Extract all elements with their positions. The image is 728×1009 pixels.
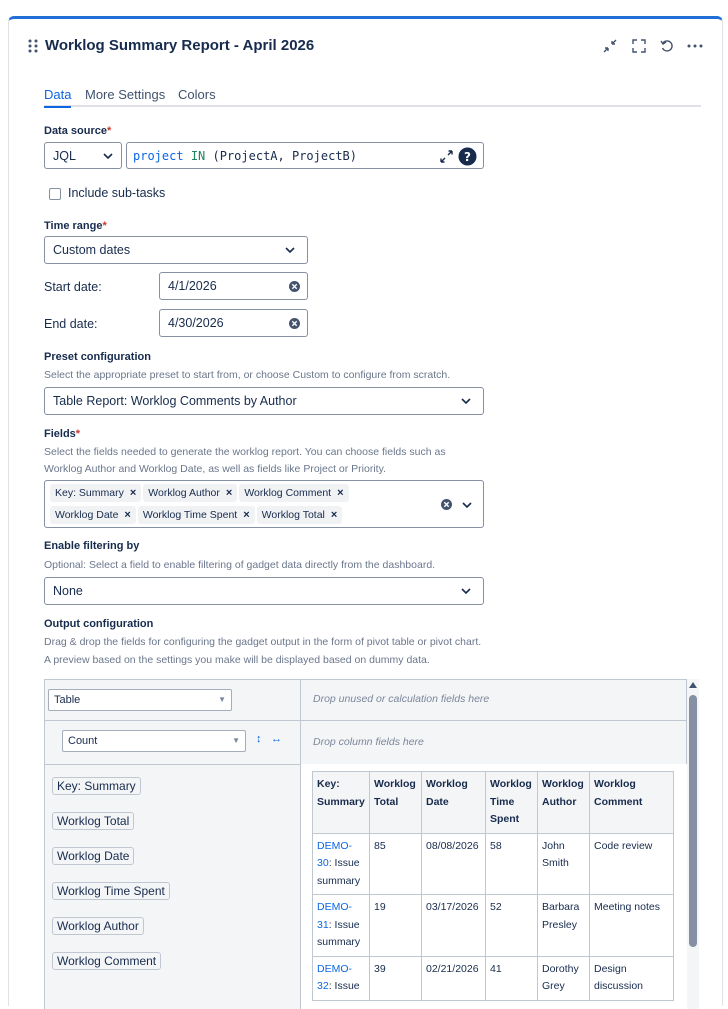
- fields-label: Fields*: [44, 428, 81, 440]
- table-row: [313, 833, 674, 895]
- aggregator-cell: [44, 720, 301, 765]
- column-header: Worklog Total: [370, 772, 422, 834]
- column-fields-drop-area[interactable]: Drop column fields here: [300, 720, 687, 765]
- column-header: Worklog Author: [538, 772, 590, 834]
- worklog-time-spent-cell: 52: [486, 895, 538, 957]
- collapse-icon[interactable]: [601, 37, 619, 55]
- end-date-input[interactable]: 4/30/2026: [159, 309, 308, 337]
- field-tag: Worklog Date ×: [50, 506, 136, 524]
- end-date-label: End date:: [44, 317, 98, 331]
- remove-tag-icon[interactable]: ×: [225, 487, 233, 499]
- filtering-select[interactable]: None: [44, 577, 484, 605]
- include-subtasks-checkbox[interactable]: [49, 188, 61, 200]
- row-field-chip[interactable]: Worklog Date: [52, 847, 134, 865]
- worklog-date-cell: 02/21/2026: [422, 956, 486, 1000]
- clear-icon[interactable]: [289, 318, 300, 329]
- gadget-panel: [8, 16, 723, 1006]
- field-tag: Worklog Author ×: [143, 484, 237, 502]
- help-icon[interactable]: [458, 147, 477, 166]
- jql-operator: IN: [190, 149, 206, 163]
- output-help-line2: A preview based on the settings you make will be displayed based on dummy data.: [44, 654, 430, 666]
- renderer-cell: [44, 679, 301, 721]
- chevron-down-icon: [285, 247, 295, 253]
- jql-values: (ProjectA, ProjectB): [212, 149, 357, 163]
- table-row: [313, 956, 674, 1000]
- chevron-down-icon[interactable]: [462, 502, 472, 508]
- tab-colors[interactable]: Colors: [178, 87, 216, 102]
- chevron-down-icon: [461, 398, 471, 404]
- row-field-chip[interactable]: Worklog Time Spent: [52, 882, 170, 900]
- col-order-icon[interactable]: ↔: [271, 733, 282, 745]
- jql-keyword: project: [133, 149, 184, 163]
- filtering-help: Optional: Select a field to enable filtering of gadget data directly from the dashboard.: [44, 559, 436, 571]
- output-label: Output configuration: [44, 618, 154, 630]
- table-header-row: [313, 772, 674, 834]
- issue-link[interactable]: DEMO- 31: [317, 901, 352, 931]
- worklog-date-cell: 08/08/2026: [422, 833, 486, 895]
- remove-tag-icon[interactable]: ×: [330, 509, 338, 521]
- issue-link[interactable]: DEMO- 30: [317, 839, 352, 869]
- worklog-total-cell: 19: [370, 895, 422, 957]
- chevron-down-icon: [103, 153, 113, 159]
- expand-icon[interactable]: [440, 150, 453, 163]
- preview-table-area: [300, 764, 687, 1009]
- field-tag: Key: Summary ×: [50, 484, 141, 502]
- fields-multiselect[interactable]: [44, 480, 484, 528]
- row-order-icon[interactable]: ↕: [256, 733, 262, 745]
- worklog-time-spent-cell: 41: [486, 956, 538, 1000]
- aggregator-select[interactable]: Count ▼: [62, 730, 246, 752]
- unused-fields-drop-area[interactable]: Drop unused or calculation fields here: [300, 679, 687, 721]
- tab-data[interactable]: Data: [44, 87, 71, 108]
- worklog-date-cell: 03/17/2026: [422, 895, 486, 957]
- row-fields-area: [44, 764, 301, 1009]
- tab-more-settings[interactable]: More Settings: [85, 87, 166, 102]
- issue-link[interactable]: DEMO- 32: [317, 962, 352, 992]
- preset-help: Select the appropriate preset to start from, or choose Custom to configure from scratch.: [44, 369, 451, 381]
- dropdown-arrow-icon: ▼: [218, 695, 226, 704]
- drag-handle-icon[interactable]: [27, 39, 39, 53]
- worklog-comment-cell: Design discussion: [590, 956, 674, 1000]
- worklog-author-cell: Barbara Presley: [538, 895, 590, 957]
- row-field-chip[interactable]: Worklog Total: [52, 812, 134, 830]
- fields-help-line2: Worklog Author and Worklog Date, as well as fields like Project or Priority.: [44, 463, 386, 475]
- worklog-time-spent-cell: 58: [486, 833, 538, 895]
- time-range-label: Time range*: [44, 220, 107, 232]
- data-source-type-select[interactable]: JQL: [44, 142, 122, 169]
- renderer-select[interactable]: Table ▼: [48, 689, 232, 711]
- key-summary-cell: DEMO- 30: Issue summary: [313, 833, 370, 895]
- filtering-label: Enable filtering by: [44, 540, 140, 552]
- remove-tag-icon[interactable]: ×: [243, 509, 250, 521]
- settings-tabs: [44, 87, 701, 107]
- remove-tag-icon[interactable]: ×: [129, 487, 137, 499]
- column-header: Worklog Time Spent: [486, 772, 538, 834]
- row-field-chip[interactable]: Worklog Author: [52, 917, 144, 935]
- field-tag: Worklog Time Spent ×: [138, 506, 255, 524]
- svg-text:?: ?: [464, 150, 471, 164]
- worklog-total-cell: 85: [370, 833, 422, 895]
- start-date-input[interactable]: 4/1/2026: [159, 272, 308, 300]
- remove-tag-icon[interactable]: ×: [124, 509, 131, 521]
- clear-all-icon[interactable]: [441, 499, 452, 510]
- time-range-select[interactable]: Custom dates: [44, 236, 308, 264]
- output-help-line1: Drag & drop the fields for configuring the gadget output in the form of pivot table or pivot chart.: [44, 636, 482, 648]
- vertical-scrollbar[interactable]: [687, 679, 699, 1009]
- worklog-author-cell: John Smith: [538, 833, 590, 895]
- preview-table: [312, 771, 674, 1001]
- dropdown-arrow-icon: ▼: [232, 736, 240, 745]
- chevron-down-icon: [461, 588, 471, 594]
- data-source-label: Data source*: [44, 125, 112, 137]
- worklog-author-cell: Dorothy Grey: [538, 956, 590, 1000]
- scrollbar-thumb[interactable]: [689, 695, 697, 947]
- field-tag: Worklog Comment ×: [239, 484, 348, 502]
- pivot-ui: [44, 679, 687, 1009]
- fields-help-line1: Select the fields needed to generate the worklog report. You can choose fields such as: [44, 446, 446, 458]
- scroll-up-icon[interactable]: [689, 682, 697, 688]
- fullscreen-icon[interactable]: [630, 37, 648, 55]
- table-row: [313, 895, 674, 957]
- column-header: Key: Summary: [313, 772, 370, 834]
- gadget-title: Worklog Summary Report - April 2026: [45, 37, 315, 54]
- preset-label: Preset configuration: [44, 351, 151, 363]
- worklog-total-cell: 39: [370, 956, 422, 1000]
- refresh-icon[interactable]: [658, 37, 676, 55]
- key-summary-cell: DEMO- 31: Issue summary: [313, 895, 370, 957]
- row-field-chip[interactable]: Worklog Comment: [52, 952, 161, 970]
- column-header: Worklog Comment: [590, 772, 674, 834]
- remove-tag-icon[interactable]: ×: [337, 487, 344, 499]
- clear-icon[interactable]: [289, 281, 300, 292]
- key-summary-cell: DEMO- 32: Issue: [313, 956, 370, 1000]
- column-header: Worklog Date: [422, 772, 486, 834]
- worklog-comment-cell: Meeting notes: [590, 895, 674, 957]
- row-field-chip[interactable]: Key: Summary: [52, 777, 141, 795]
- include-subtasks-label: Include sub-tasks: [68, 186, 166, 200]
- more-icon[interactable]: [686, 37, 704, 55]
- preset-select[interactable]: Table Report: Worklog Comments by Author: [44, 387, 484, 415]
- jql-query-input[interactable]: [126, 142, 484, 169]
- field-tag: Worklog Total ×: [257, 506, 343, 524]
- worklog-comment-cell: Code review: [590, 833, 674, 895]
- start-date-label: Start date:: [44, 280, 102, 294]
